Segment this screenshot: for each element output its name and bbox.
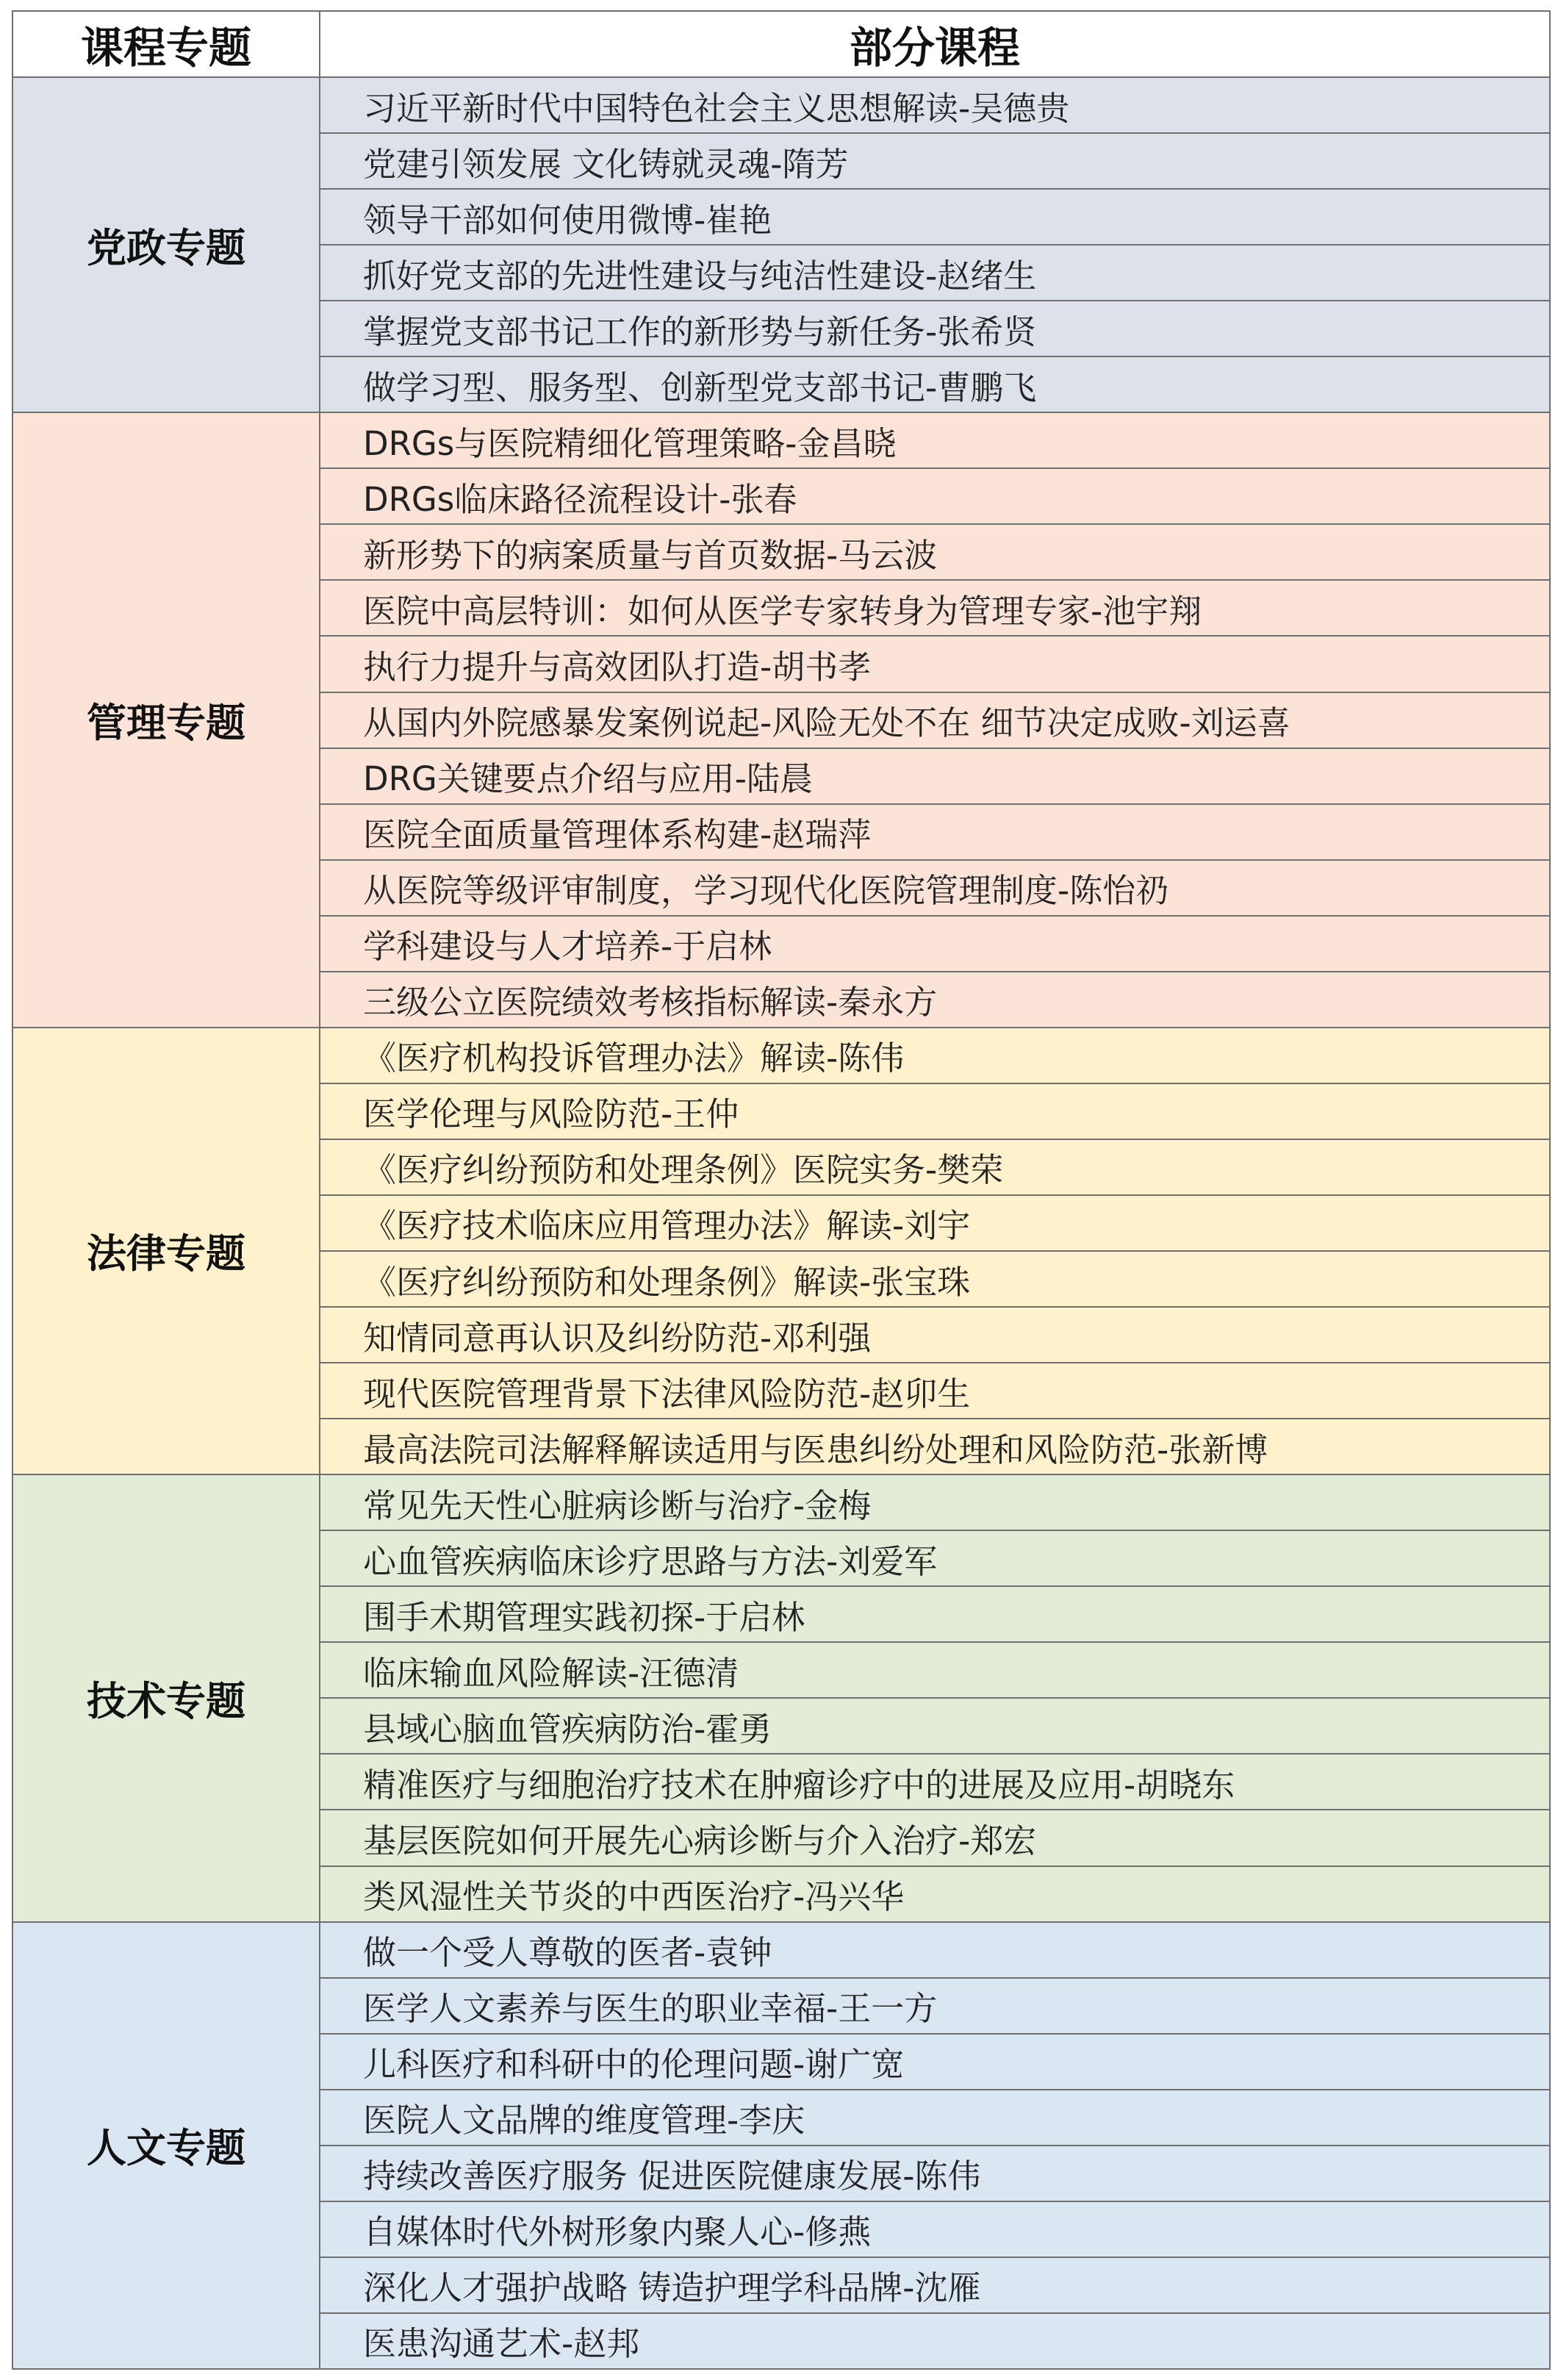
course-cell: 《医疗技术临床应用管理办法》解读-刘宇 — [320, 1195, 1550, 1251]
course-cell: 《医疗纠纷预防和处理条例》医院实务-樊荣 — [320, 1139, 1550, 1195]
course-cell: 习近平新时代中国特色社会主义思想解读-吴德贵 — [320, 77, 1550, 133]
course-cell: 持续改善医疗服务 促进医院健康发展-陈伟 — [320, 2146, 1550, 2201]
course-cell: DRG关键要点介绍与应用-陆晨 — [320, 748, 1550, 804]
header-courses: 部分课程 — [320, 11, 1550, 77]
course-cell: 围手术期管理实践初探-于启林 — [320, 1586, 1550, 1642]
course-cell: 医患沟通艺术-赵邦 — [320, 2313, 1550, 2369]
course-cell: 精准医疗与细胞治疗技术在肿瘤诊疗中的进展及应用-胡晓东 — [320, 1754, 1550, 1810]
course-cell: 心血管疾病临床诊疗思路与方法-刘爱军 — [320, 1530, 1550, 1586]
course-cell: DRGs临床路径流程设计-张春 — [320, 468, 1550, 524]
course-cell: 基层医院如何开展先心病诊断与介入治疗-郑宏 — [320, 1810, 1550, 1865]
course-cell: 做一个受人尊敬的医者-袁钟 — [320, 1922, 1550, 1978]
course-cell: DRGs与医院精细化管理策略-金昌晓 — [320, 412, 1550, 468]
course-cell: 执行力提升与高效团队打造-胡书孝 — [320, 636, 1550, 692]
course-cell: 深化人才强护战略 铸造护理学科品牌-沈雁 — [320, 2257, 1550, 2313]
course-cell: 抓好党支部的先进性建设与纯洁性建设-赵绪生 — [320, 245, 1550, 301]
category-cell: 党政专题 — [12, 77, 320, 412]
course-cell: 学科建设与人才培养-于启林 — [320, 916, 1550, 972]
course-cell: 医学伦理与风险防范-王仲 — [320, 1083, 1550, 1139]
course-cell: 儿科医疗和科研中的伦理问题-谢广宽 — [320, 2034, 1550, 2090]
category-cell: 管理专题 — [12, 412, 320, 1028]
course-cell: 常见先天性心脏病诊断与治疗-金梅 — [320, 1474, 1550, 1530]
course-cell: 掌握党支部书记工作的新形势与新任务-张希贤 — [320, 301, 1550, 356]
course-cell: 从国内外院感暴发案例说起-风险无处不在 细节决定成败-刘运喜 — [320, 692, 1550, 748]
course-cell: 党建引领发展 文化铸就灵魂-隋芳 — [320, 133, 1550, 189]
course-cell: 做学习型、服务型、创新型党支部书记-曹鹏飞 — [320, 356, 1550, 412]
course-cell: 医院人文品牌的维度管理-李庆 — [320, 2090, 1550, 2146]
course-cell: 新形势下的病案质量与首页数据-马云波 — [320, 524, 1550, 580]
course-cell: 领导干部如何使用微博-崔艳 — [320, 189, 1550, 245]
course-cell: 自媒体时代外树形象内聚人心-修燕 — [320, 2201, 1550, 2257]
header-row — [12, 11, 1550, 77]
course-cell: 《医疗纠纷预防和处理条例》解读-张宝珠 — [320, 1251, 1550, 1307]
category-cell: 人文专题 — [12, 1922, 320, 2369]
course-cell: 从医院等级评审制度，学习现代化医院管理制度-陈怡礽 — [320, 860, 1550, 916]
category-cell: 技术专题 — [12, 1474, 320, 1921]
table-row — [12, 412, 1550, 468]
course-cell: 知情同意再认识及纠纷防范-邓利强 — [320, 1307, 1550, 1363]
table-row — [12, 1922, 1550, 1978]
course-cell: 《医疗机构投诉管理办法》解读-陈伟 — [320, 1028, 1550, 1083]
course-cell: 县域心脑血管疾病防治-霍勇 — [320, 1698, 1550, 1754]
header-topic: 课程专题 — [12, 11, 320, 77]
course-cell: 医院全面质量管理体系构建-赵瑞萍 — [320, 804, 1550, 860]
course-cell: 医学人文素养与医生的职业幸福-王一方 — [320, 1978, 1550, 2034]
course-cell: 最高法院司法解释解读适用与医患纠纷处理和风险防范-张新博 — [320, 1419, 1550, 1474]
course-table — [12, 10, 1551, 2370]
category-cell: 法律专题 — [12, 1028, 320, 1474]
course-cell: 现代医院管理背景下法律风险防范-赵卯生 — [320, 1363, 1550, 1419]
table-row — [12, 1474, 1550, 1530]
course-cell: 三级公立医院绩效考核指标解读-秦永方 — [320, 972, 1550, 1028]
table-row — [12, 77, 1550, 133]
course-cell: 医院中高层特训：如何从医学专家转身为管理专家-池宇翔 — [320, 580, 1550, 636]
table-row — [12, 1028, 1550, 1083]
course-cell: 临床输血风险解读-汪德清 — [320, 1642, 1550, 1698]
table-body — [12, 77, 1550, 2369]
course-cell: 类风湿性关节炎的中西医治疗-冯兴华 — [320, 1866, 1550, 1922]
